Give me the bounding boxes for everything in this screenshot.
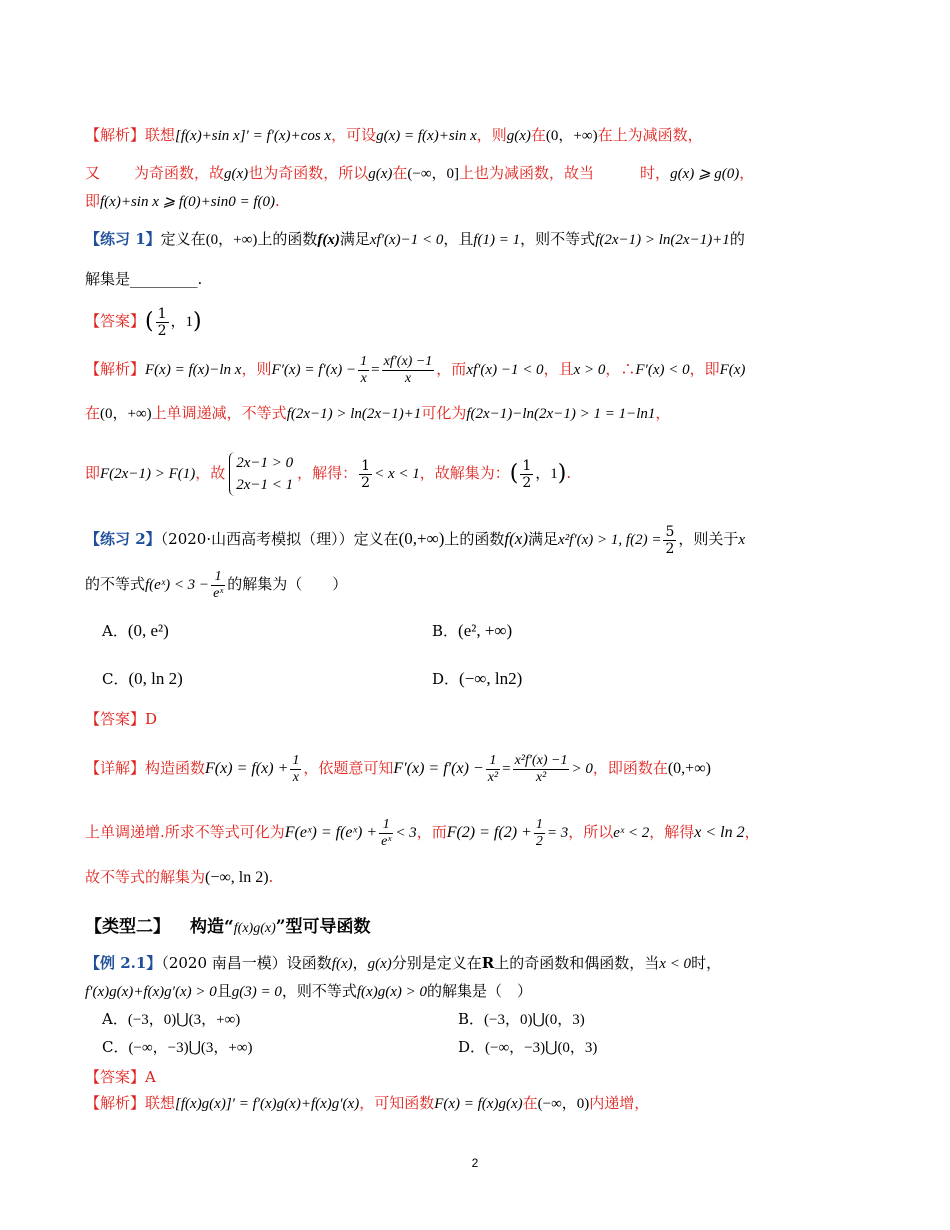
fraction [520,458,533,491]
solution-tag: 【解析】 [85,1094,146,1112]
formula: = 3 [546,825,569,841]
text: 且 [216,982,232,1000]
denominator: x² [487,769,499,785]
numerator: 5 [665,523,675,540]
numerator: 1 [486,753,500,770]
paren: ( [509,461,519,486]
numerator: 1 [535,816,543,832]
text: ，所以 [568,823,614,841]
formula: ，1 [170,314,194,330]
option-label: D． [432,670,460,688]
formula: g(x) = f(x)+sin x [376,128,477,144]
text: 上也为减函数，故当 [459,164,595,182]
text: 可化为 [421,404,467,422]
option-b[interactable] [458,1008,585,1031]
numerator: xf′(x) −1 [383,353,433,369]
formula: x < ln 2 [694,824,745,841]
formula: g(x) ⩾ g(0) [670,166,740,182]
text: 即 [85,192,101,210]
text: 联想 [145,1094,176,1112]
formula: (−∞，0] [407,166,460,182]
solution-tag: 【解析】 [85,126,146,144]
section-heading [85,912,371,937]
answer-tag: 【答案】 [85,710,146,728]
example-tag: 【例 2.1】 [85,954,162,972]
paren: ) [193,309,202,334]
text: 在 [522,1094,538,1112]
page-number: 2 [471,1156,479,1170]
option-a[interactable] [102,620,169,642]
formula: < 3 [395,825,417,841]
formula: (−∞, ln 2) [205,869,269,886]
formula: (0，+∞) [205,232,258,248]
text: 的解集为（ ） [227,575,348,593]
text: 的不等式 [85,575,146,593]
option-value: (e², +∞) [458,621,513,640]
formula: eˣ < 2 [613,825,650,841]
denominator: 2 [157,322,167,339]
option-value: (−3，0)⋃(0，3) [484,1012,585,1028]
text: 上的函数 [257,230,318,248]
option-c[interactable] [102,1036,253,1059]
formula: = [502,761,511,777]
formula: f(x)g(x) [233,921,276,936]
formula: xf′(x)−1 < 0 [369,232,444,248]
option-label: A． [102,1010,128,1028]
formula: x > 0 [573,362,606,378]
text: 在 [530,126,546,144]
denominator: eˣ [381,833,392,849]
text: ，且 [543,360,574,378]
text: 又 [85,164,101,182]
solution-line [85,748,865,789]
exercise-tag: 【练习 1】 [85,230,161,248]
numerator: 1 [157,305,167,322]
text: 即 [85,464,101,482]
numerator: 1 [292,752,300,768]
formula: F(x) = f(x)−ln x [145,362,242,378]
text: 定义在 [160,230,206,248]
formula: g(x) [224,166,249,182]
text: 在上为减函数， [597,126,703,144]
text: 满足 [339,230,370,248]
formula: F′(x) = f′(x) − [271,362,357,378]
solution-line [85,450,865,497]
solution-line [85,1092,865,1115]
option-b[interactable] [432,620,512,642]
exercise-question [85,268,865,290]
solution-tag: 【详解】 [85,759,146,777]
option-value: (−∞, ln2) [459,669,523,688]
text: ，即函数在 [592,759,668,777]
system-row: 2x−1 < 1 [236,477,294,493]
formula: F′(x) = f′(x) − [393,760,484,777]
denominator: 2 [535,833,543,849]
text: ， [655,404,671,422]
solution-line [85,162,865,185]
text: 时， [691,954,722,972]
answer-tag: 【答案】 [85,1068,146,1086]
formula: F(2) = f(2) + [446,824,532,841]
formula: F(x) = f(x) + [205,760,289,777]
option-c[interactable] [102,668,183,690]
text: ，则关于 [678,530,739,548]
formula: f(x) [504,529,529,548]
answer-line [85,304,865,339]
fraction [534,817,545,850]
formula: g(3) = 0 [231,984,282,1000]
denominator: 2 [522,474,532,491]
formula: > 0 [571,761,593,777]
option-value: (0, ln 2) [128,669,183,688]
text: ”型可导函数 [275,917,371,937]
fraction [156,306,169,339]
formula: x²f′(x) > 1, f(2) = [558,532,662,548]
text: ，即 [689,360,720,378]
option-label: C． [102,1038,129,1056]
text: 的 [729,230,745,248]
formula: f(1) = 1 [473,232,521,248]
solution-line [85,866,865,889]
text: 也为奇函数，所以 [248,164,369,182]
formula: g(x) [368,166,393,182]
formula: F(2x−1) > F(1) [100,466,196,482]
option-d[interactable] [432,668,522,690]
answer-tag: 【答案】 [85,312,146,330]
text: 上单调递减，不等式 [151,404,287,422]
formula: x < 0 [659,956,692,972]
option-label: B． [432,622,459,640]
formula: f(2x−1) > ln(2x−1)+1 [595,232,730,248]
fraction [663,524,676,557]
formula: [f(x)+sin x]′ = f′(x)+cos x [175,128,332,144]
text: ，则 [476,126,507,144]
text: 为奇函数，故 [134,164,225,182]
formula: x [738,532,746,548]
text: 在 [392,164,408,182]
formula: (−∞，0) [537,1096,590,1112]
formula: g(x) [506,128,531,144]
formula: [f(x)g(x)]′ = f′(x)g(x)+f(x)g′(x) [175,1096,360,1112]
text: 分别是定义在 [391,954,482,972]
fraction [290,753,301,786]
solution-line [85,124,865,147]
denominator: x [292,769,299,785]
system-row: 2x−1 > 0 [236,455,294,471]
text: 时， [640,164,671,182]
text: 满足 [528,530,559,548]
text: 联想 [145,126,176,144]
text: ，则 [241,360,272,378]
option-label: D． [458,1038,486,1056]
formula: f(x)+sin x ⩾ f(0)+sin0 = f(0) [100,194,275,210]
formula: f(x)g(x) > 0 [356,984,427,1000]
text: 构造“ [190,917,234,937]
text: ，可知函数 [359,1094,435,1112]
answer-line [85,708,865,730]
fraction [486,753,500,786]
formula: f(x) [317,232,340,248]
text: . [566,464,572,482]
text: . [275,192,280,210]
formula: f′(x)g(x)+f(x)g′(x) > 0 [85,984,217,1000]
text: ，而 [416,823,447,841]
formula: (0,+∞) [398,529,445,548]
denominator: 2 [361,474,371,491]
text: ，则不等式 [281,982,357,1000]
formula: F′(x) < 0 [635,362,690,378]
text: ， [352,954,368,972]
solution-line [85,352,865,387]
numerator: 1 [360,353,368,369]
exercise-question [85,228,865,251]
solution-line [85,402,865,425]
numerator: 1 [211,569,225,586]
solution-tag: 【解析】 [85,360,146,378]
option-value: (−∞，−3)⋃(0，3) [485,1040,598,1056]
option-d[interactable] [458,1036,597,1059]
formula: ，1 [535,466,558,482]
paren: ( [145,309,154,334]
fraction [211,569,225,602]
denominator: eˣ [213,585,224,601]
example-question [85,980,865,1003]
option-a[interactable] [102,1008,240,1031]
option-label: A． [102,622,128,640]
fraction [358,354,369,387]
example-question [85,952,865,975]
text: ，而 [436,360,467,378]
formula: (0，+∞) [545,128,598,144]
heading-tag: 【类型二】 [85,917,170,937]
denominator: 2 [665,540,675,557]
text: 在 [85,404,101,422]
text: ，故解集为： [419,464,510,482]
formula: = [371,362,380,378]
text: ，解得： [297,464,358,482]
option-label: C． [102,670,129,688]
solution-line [85,190,865,213]
formula: F(x) [719,362,746,378]
text: （2020 南昌一模）设函数 [161,954,332,972]
text: 故不等式的解集为 [85,868,206,886]
text: ， [739,164,755,182]
formula: xf′(x) −1 < 0 [466,362,544,378]
text: ，解得 [649,823,695,841]
formula: f(x) [331,956,353,972]
formula: (0,+∞) [667,760,711,777]
text: （2020·山西高考模拟（理））定义在 [160,530,399,548]
text: 上的函数 [444,530,505,548]
paren: ) [557,461,567,486]
text: ，∴ [605,360,636,378]
fraction [359,458,372,491]
formula: < x < 1 [374,466,420,482]
numerator: 1 [361,457,371,474]
formula: (0，+∞) [100,406,152,422]
exercise-question [85,522,865,557]
solution-line [85,812,865,853]
denominator: x² [535,769,547,785]
numerator: 1 [522,457,532,474]
text: 构造函数 [145,759,206,777]
option-value: (−∞，−3)⋃(3，+∞) [128,1040,253,1056]
text: ，则不等式 [520,230,596,248]
fraction [379,817,393,850]
formula: f(2x−1) > ln(2x−1)+1 [286,406,422,422]
text: ，依题意可知 [303,759,394,777]
answer-value: A [145,1068,156,1086]
exercise-tag: 【练习 2】 [85,530,161,548]
text: 上的奇函数和偶函数，当 [494,954,660,972]
fraction [513,753,570,786]
option-value: (−3，0)⋃(3，+∞) [127,1012,241,1028]
formula: F(x) = f(x)g(x) [434,1096,523,1112]
denominator: x [360,370,367,386]
answer-value: D [145,710,158,728]
formula: f(2x−1)−ln(2x−1) > 1 = 1−ln1 [466,406,656,422]
text: 解集是_________. [85,270,203,288]
option-label: B． [458,1010,485,1028]
text: ， [744,823,760,841]
numerator: 1 [379,817,393,834]
option-value: (0, e²) [127,621,169,640]
text: 的解集是（ ） [426,982,532,1000]
formula: f(eˣ) < 3 − [145,577,210,593]
answer-line [85,1066,865,1088]
formula: g(x) [367,956,392,972]
set-symbol: R [481,954,495,972]
formula: F(eˣ) = f(eˣ) + [284,824,378,841]
text: 内递增， [589,1094,650,1112]
text: ，故 [195,464,226,482]
exercise-question [85,566,865,603]
text: . [268,868,274,886]
denominator: x [404,370,412,386]
text: 上单调递增.所求不等式可化为 [85,823,285,841]
text: ，可设 [331,126,377,144]
fraction [382,354,435,387]
text: ，且 [443,230,474,248]
numerator: x²f′(x) −1 [514,752,568,768]
inequality-system [229,452,293,496]
